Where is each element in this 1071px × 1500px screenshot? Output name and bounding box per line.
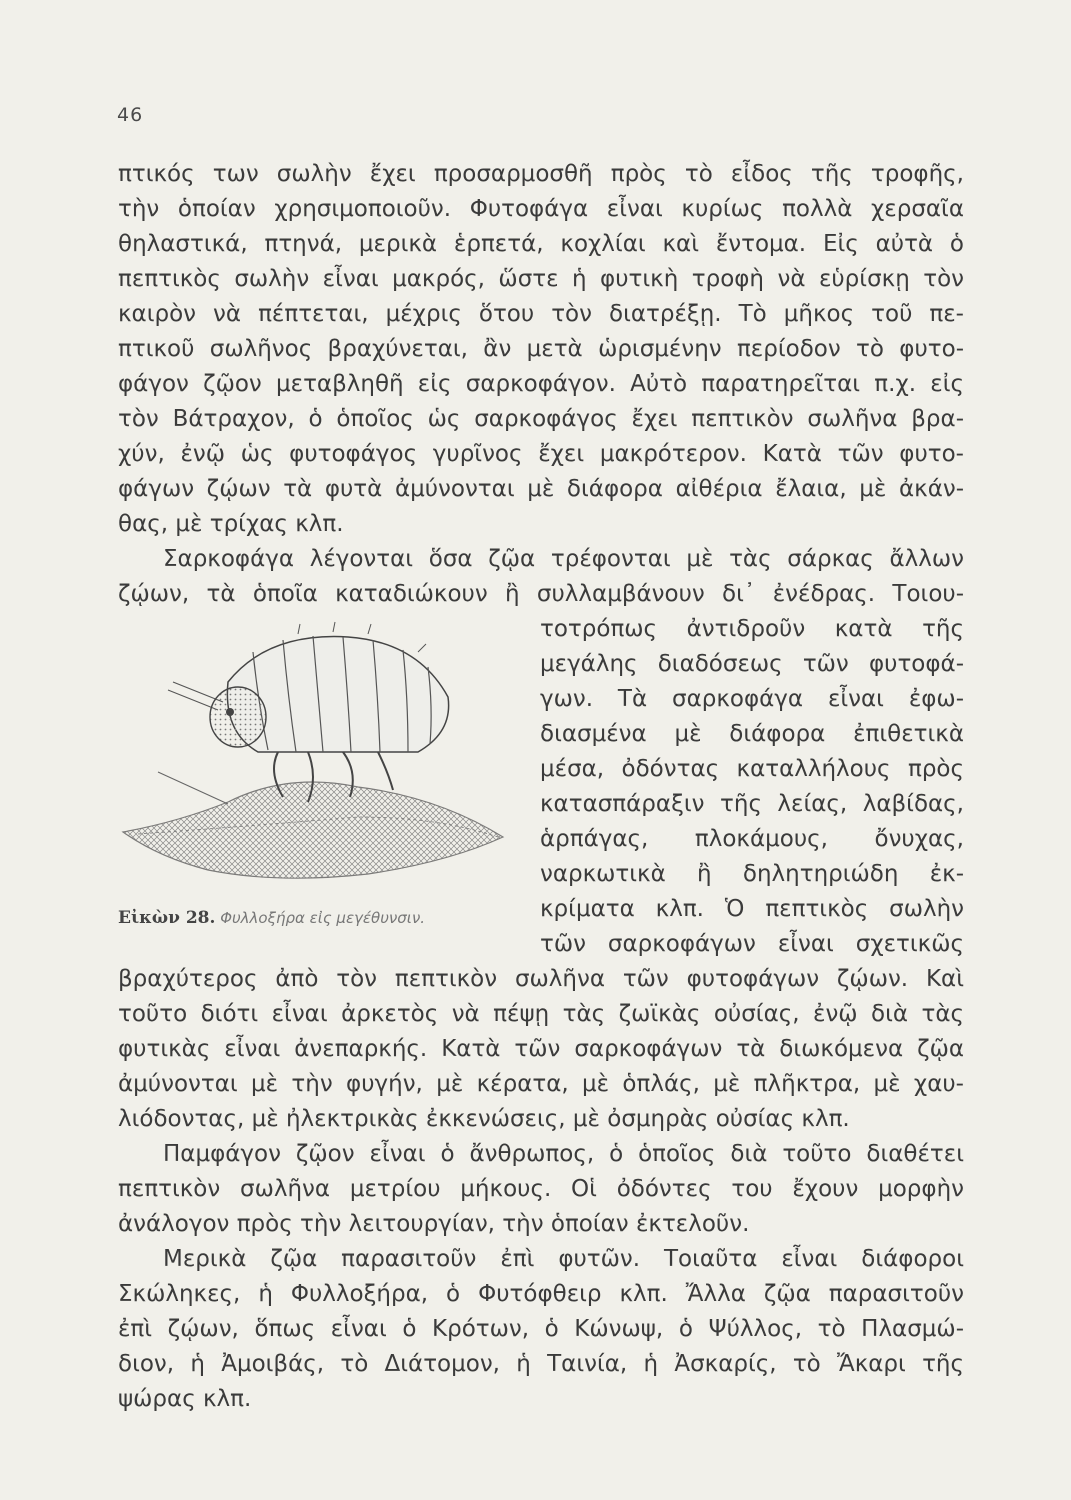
- text-line: φάγον ζῷον μεταβληθῆ εἰς σαρκοφάγον. Αὐτὸ παρατηρεῖται π.χ. εἰς: [118, 371, 964, 397]
- text-line: ναρκωτικὰ ἢ δηλητηριώδη ἐκ-: [540, 861, 964, 887]
- figure-caption: [118, 908, 425, 928]
- text-line: διασμένα μὲ διάφορα ἐπιθετικὰ: [540, 721, 964, 747]
- text-line: πτικός των σωλὴν ἔχει προσαρμοσθῆ πρὸς τὸ εἶδος τῆς τροφῆς,: [118, 161, 964, 187]
- text-line: Σαρκοφάγα λέγονται ὅσα ζῷα τρέφονται μὲ τὰς σάρκας ἄλλων: [163, 546, 964, 572]
- text-line: μέσα, ὀδόντας καταλλήλους πρὸς: [540, 756, 964, 782]
- text-line: Παμφάγον ζῷον εἶναι ὁ ἄνθρωπος, ὁ ὁποῖος διὰ τοῦτο διαθέτει: [163, 1141, 964, 1167]
- text-line: τὴν ὁποίαν χρησιμοποιοῦν. Φυτοφάγα εἶναι κυρίως πολλὰ χερσαῖα: [118, 196, 964, 222]
- phylloxera-illustration: [118, 612, 523, 902]
- text-line: φάγων ζῴων τὰ φυτὰ ἀμύνονται μὲ διάφορα αἰθέρια ἔλαια, μὲ ἀκάν-: [118, 476, 964, 502]
- text-line: Σκώληκες, ἡ Φυλλοξήρα, ὁ Φυτόφθειρ κλπ. Ἄλλα ζῷα παρασιτοῦν: [118, 1281, 964, 1307]
- text-line: ἐπὶ ζῴων, ὅπως εἶναι ὁ Κρότων, ὁ Κώνωψ, ὁ Ψύλλος, τὸ Πλασμώ-: [118, 1316, 964, 1342]
- page-number: 46: [117, 104, 144, 126]
- text-line: θηλαστικά, πτηνά, μερικὰ ἑρπετά, κοχλίαι καὶ ἔντομα. Εἰς αὐτὰ ὁ: [118, 231, 964, 257]
- text-line: καιρὸν νὰ πέπτεται, μέχρις ὅτου τὸν διατρέξῃ. Τὸ μῆκος τοῦ πε-: [118, 301, 964, 327]
- text-line: ψώρας κλπ.: [118, 1386, 252, 1412]
- text-line: φυτικὰς εἶναι ἀνεπαρκής. Κατὰ τῶν σαρκοφάγων τὰ διωκόμενα ζῷα: [118, 1036, 964, 1062]
- text-line: κατασπάραξιν τῆς λείας, λαβίδας,: [540, 791, 964, 817]
- text-line: μεγάλης διαδόσεως τῶν φυτοφά-: [540, 651, 964, 677]
- figure-label: Εἰκὼν 28.: [118, 908, 216, 928]
- text-line: θας, μὲ τρίχας κλπ.: [118, 511, 344, 537]
- text-line: λιόδοντας, μὲ ἠλεκτρικὰς ἐκκενώσεις, μὲ ὀσμηρὰς οὐσίας κλπ.: [118, 1106, 850, 1132]
- text-line: διον, ἡ Ἀμοιβάς, τὸ Διάτομον, ἡ Ταινία, ἡ Ἀσκαρίς, τὸ Ἄκαρι τῆς: [118, 1351, 964, 1377]
- text-line: ἀμύνονται μὲ τὴν φυγήν, μὲ κέρατα, μὲ ὁπλάς, μὲ πλῆκτρα, μὲ χαυ-: [118, 1071, 964, 1097]
- text-line: ζῴων, τὰ ὁποῖα καταδιώκουν ἢ συλλαμβάνουν δι᾽ ἐνέδρας. Τοιου-: [118, 581, 964, 607]
- text-line: Μερικὰ ζῷα παρασιτοῦν ἐπὶ φυτῶν. Τοιαῦτα εἶναι διάφοροι: [163, 1246, 964, 1272]
- figure-caption-text: Φυλλοξήρα εἰς μεγέθυνσιν.: [220, 909, 426, 927]
- text-line: πτικοῦ σωλῆνος βραχύνεται, ἂν μετὰ ὡρισμένην περίοδον τὸ φυτο-: [118, 336, 964, 362]
- text-line: τὸν Βάτραχον, ὁ ὁποῖος ὡς σαρκοφάγος ἔχει πεπτικὸν σωλῆνα βρα-: [118, 406, 964, 432]
- text-line: τοτρόπως ἀντιδροῦν κατὰ τῆς: [540, 616, 964, 642]
- text-line: γων. Τὰ σαρκοφάγα εἶναι ἐφω-: [540, 686, 964, 712]
- text-line: τοῦτο διότι εἶναι ἀρκετὸς νὰ πέψῃ τὰς ζωϊκὰς οὐσίας, ἐνῷ διὰ τὰς: [118, 1001, 964, 1027]
- text-line: βραχύτερος ἀπὸ τὸν πεπτικὸν σωλῆνα τῶν φυτοφάγων ζῴων. Καὶ: [118, 966, 964, 992]
- text-line: χύν, ἐνῷ ὡς φυτοφάγος γυρῖνος ἔχει μακρότερον. Κατὰ τῶν φυτο-: [118, 441, 964, 467]
- text-line: κρίματα κλπ. Ὁ πεπτικὸς σωλὴν: [540, 896, 964, 922]
- text-line: πεπτικὸς σωλὴν εἶναι μακρός, ὥστε ἡ φυτικὴ τροφὴ νὰ εὑρίσκῃ τὸν: [118, 266, 964, 292]
- text-line: ἁρπάγας, πλοκάμους, ὄνυχας,: [540, 826, 964, 852]
- text-line: πεπτικὸν σωλῆνα μετρίου μήκους. Οἱ ὀδόντες του ἔχουν μορφὴν: [118, 1176, 964, 1202]
- text-line: ἀνάλογον πρὸς τὴν λειτουργίαν, τὴν ὁποίαν ἐκτελοῦν.: [118, 1211, 750, 1237]
- text-line: τῶν σαρκοφάγων εἶναι σχετικῶς: [540, 931, 964, 957]
